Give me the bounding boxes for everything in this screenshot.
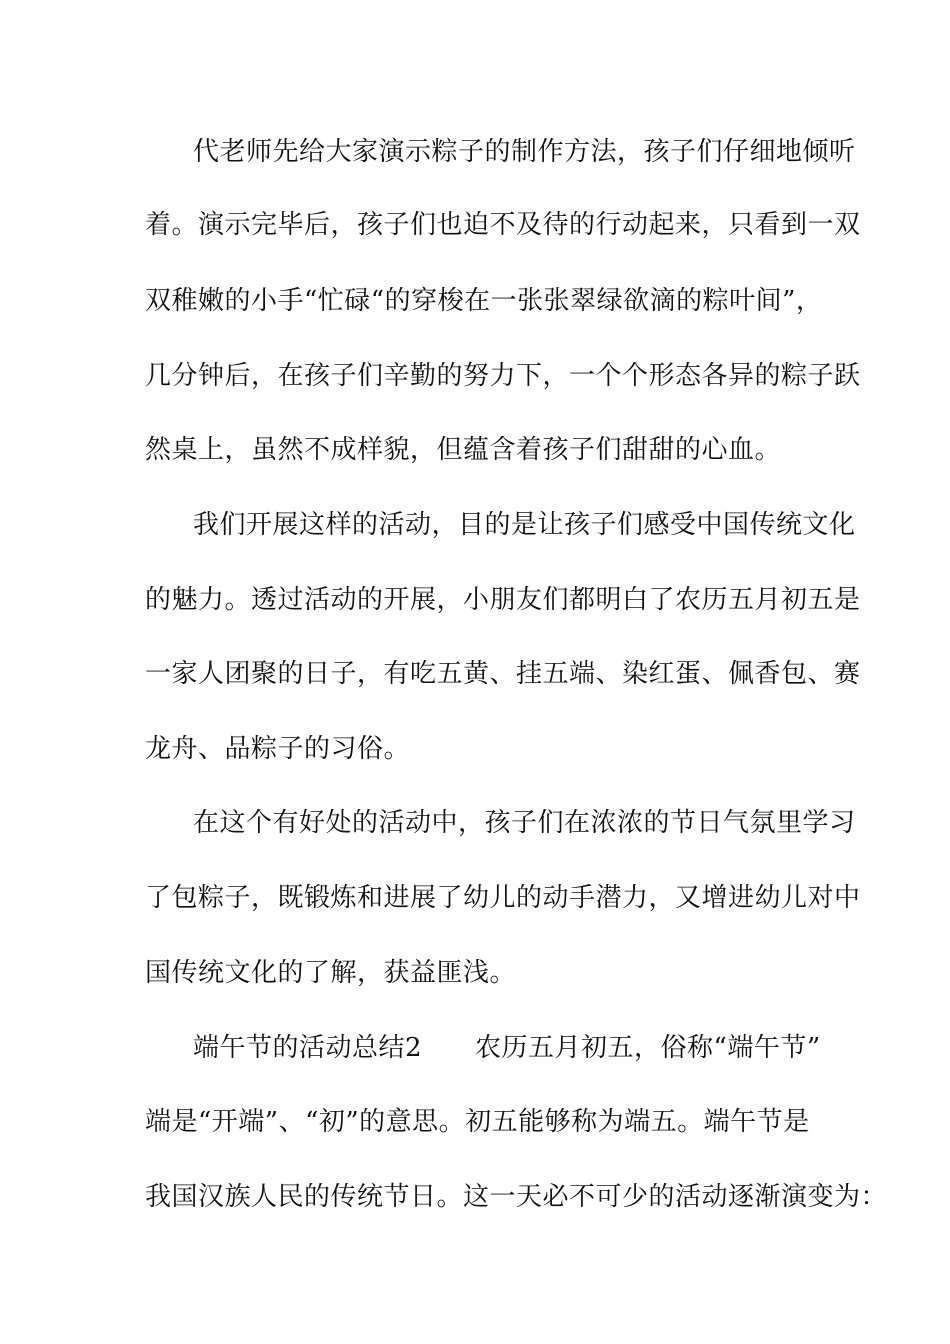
text-line: 几分钟后，在孩子们辛勤的努力下，一个个形态各异的粽子跃: [145, 361, 861, 391]
text-line: 国传统文化的了解，获益匪浅。: [145, 958, 517, 988]
text-line: 我国汉族人民的传统节日。这一天必不可少的活动逐渐演变为：: [145, 1182, 888, 1212]
text-line: 代老师先给大家演示粽子的制作方法，孩子们仔细地倾听: [193, 137, 856, 167]
text-line: 端是“开端”、“初”的意思。初五能够称为端五。端午节是: [145, 1107, 810, 1137]
text-line: 一家人团聚的日子，有吃五黄、挂五端、染红蛋、佩香包、赛: [145, 659, 861, 689]
text-line: 了包粽子，既锻炼和进展了幼儿的动手潜力，又增进幼儿对中: [145, 883, 861, 913]
text-line: 的魅力。透过活动的开展，小朋友们都明白了农历五月初五是: [145, 585, 861, 615]
text-line: 着。演示完毕后，孩子们也迫不及待的行动起来，只看到一双: [145, 210, 861, 240]
text-line: 我们开展这样的活动，目的是让孩子们感受中国传统文化: [193, 510, 856, 540]
text-line: 双稚嫩的小手“忙碌“的穿梭在一张张翠绿欲滴的粽叶间”，: [145, 286, 823, 316]
text-line: 然桌上，虽然不成样貌，但蕴含着孩子们甜甜的心血。: [145, 435, 782, 465]
text-line: 龙舟、品粽子的习俗。: [145, 734, 411, 764]
section-heading-line: 端午节的活动总结2 农历五月初五，俗称“端午节”: [193, 1033, 821, 1063]
text-line: 在这个有好处的活动中，孩子们在浓浓的节日气氛里学习: [193, 808, 856, 838]
